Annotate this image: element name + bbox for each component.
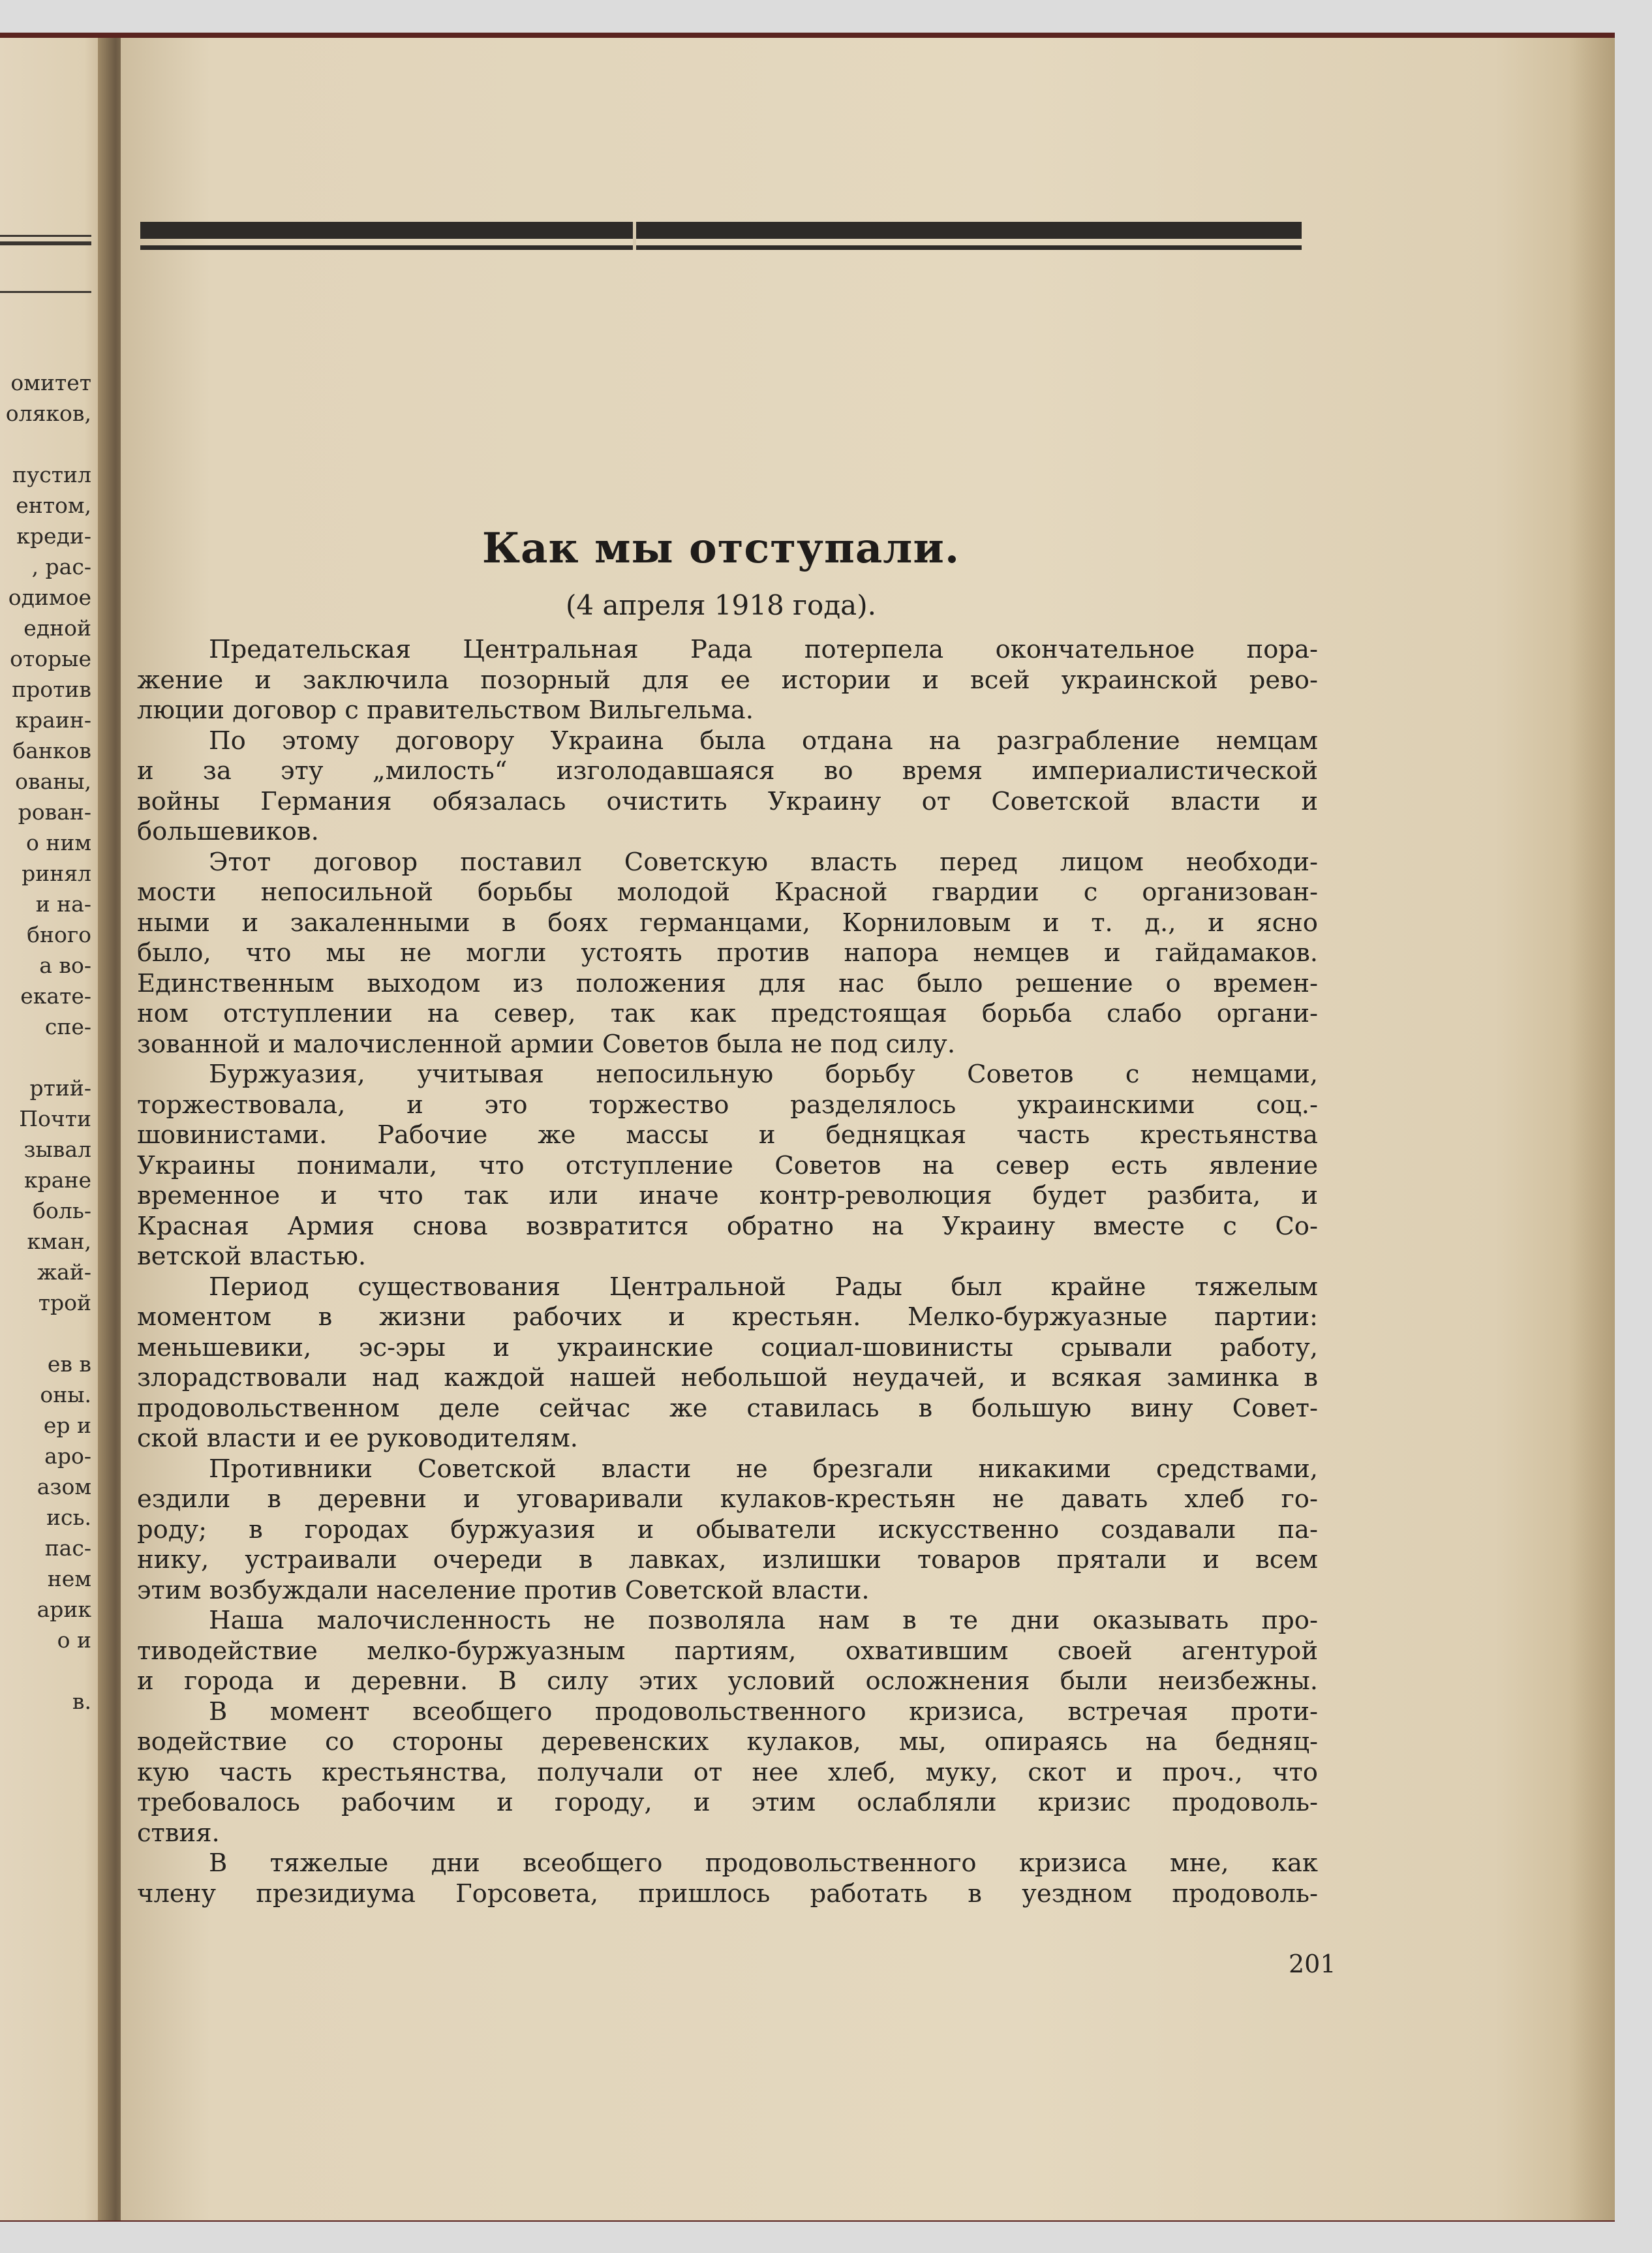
header-rule (140, 222, 1302, 252)
left-page-line: спе- (44, 1014, 91, 1039)
article-date: (4 апреля 1918 года). (566, 589, 876, 621)
text-line: нику, устраивали очереди в лавках, излишки товаров прятали и всем (137, 1545, 1318, 1574)
left-page-line: нем (47, 1566, 91, 1591)
text-line: Единственным выходом из положения для нас было решение о времен- (137, 968, 1318, 998)
text-line: зованной и малочисленной армии Советов была не под силу. (137, 1029, 956, 1059)
left-page-line: против (12, 677, 91, 702)
left-page-line: о ним (25, 830, 91, 855)
left-page-line: кман, (27, 1229, 91, 1254)
text-line: ветской властью. (137, 1242, 367, 1271)
left-page-line: ев в (47, 1351, 91, 1377)
left-header-rule-thick (0, 241, 91, 245)
text-line: Период существования Центральной Рады был крайне тяжелым (209, 1272, 1318, 1302)
text-line: злорадствовали над каждой нашей небольшой неудачей, и всякая заминка в (137, 1363, 1318, 1392)
left-page-line (0, 1042, 91, 1073)
text-line: В момент всеобщего продовольственного кризиса, встречая проти- (209, 1696, 1318, 1726)
header-rule-break (633, 222, 636, 250)
text-line: и города и деревни. В силу этих условий осложнения были неизбежны. (137, 1666, 1318, 1696)
left-page-line: рован- (18, 799, 91, 825)
left-page-line (0, 1655, 91, 1686)
text-line: ствия. (137, 1818, 220, 1848)
left-page-line: ер и (43, 1413, 91, 1438)
left-page-line: ентом, (16, 493, 91, 518)
text-line: мости непосильной борьбы молодой Красной гвардии с организован- (137, 878, 1318, 907)
left-page-line: трой (38, 1290, 91, 1315)
left-page-line: бного (27, 922, 91, 947)
left-page-line: , рас- (31, 554, 91, 579)
text-line: ской власти и ее руководителям. (137, 1424, 579, 1453)
text-line: водействие со стороны деревенских кулаков, мы, опираясь на бедняц- (137, 1727, 1318, 1756)
text-line: Красная Армия снова возвратится обратно на Украину вместе с Со- (137, 1211, 1318, 1241)
left-page-line: и на- (35, 891, 91, 917)
left-page-line (0, 429, 91, 459)
left-page-line: оны. (40, 1382, 91, 1407)
text-line: В тяжелые дни всеобщего продовольственного кризиса мне, как (209, 1848, 1318, 1878)
text-line: тиводействие мелко-буржуазным партиям, охватившим своей агентурой (137, 1636, 1318, 1666)
left-page-line: боль- (33, 1198, 91, 1223)
text-line: этим возбуждали население против Советской власти. (137, 1575, 870, 1605)
left-page-line: кране (24, 1167, 91, 1193)
left-page-line: аро- (44, 1443, 91, 1469)
text-line: Украины понимали, что отступление Советов на север есть явление (137, 1150, 1318, 1180)
text-line: роду; в городах буржуазия и обыватели искусственно создавали па- (137, 1514, 1318, 1544)
text-line: кую часть крестьянства, получали от нее хлеб, муку, скот и проч., что (137, 1757, 1318, 1787)
left-page-text (0, 367, 91, 1717)
left-page-line: в. (72, 1689, 91, 1714)
left-page-line: едной (23, 615, 91, 641)
left-page-line: пустил (12, 462, 91, 487)
text-line: жение и заключила позорный для ее истории и всей украинской рево- (137, 665, 1318, 695)
text-line: моментом в жизни рабочих и крестьян. Мелко-буржуазные партии: (137, 1302, 1318, 1332)
text-line: Противники Советской власти не брезгали никакими средствами, (209, 1454, 1318, 1484)
left-page-line: а во- (39, 953, 91, 978)
left-page-line: арик (37, 1597, 91, 1622)
right-page (121, 38, 1615, 2220)
left-page-line: креди- (16, 523, 91, 549)
left-page-line: азом (37, 1474, 91, 1499)
left-page-line: ртий- (29, 1075, 91, 1101)
text-line: большевиков. (137, 817, 319, 846)
text-line: Буржуазия, учитывая непосильную борьбу Советов с немцами, (209, 1060, 1318, 1089)
text-line: члену президиума Горсовета, пришлось работать в уездном продоволь- (137, 1878, 1318, 1908)
header-rule-bar (140, 222, 1302, 239)
text-line: ездили в деревни и уговаривали кулаков-крестьян не давать хлеб го- (137, 1484, 1318, 1514)
left-page-line: Почти (19, 1106, 91, 1131)
text-line: продовольственном деле сейчас же ставилась в большую вину Совет- (137, 1393, 1318, 1423)
left-page-line: ись. (46, 1505, 91, 1530)
left-page-line: ринял (22, 861, 91, 886)
text-line: меньшевики, эс-эры и украинские социал-шовинисты срывали работу, (137, 1332, 1318, 1362)
text-line: шовинистами. Рабочие же массы и бедняцкая часть крестьянства (137, 1120, 1318, 1150)
left-page-line: пас- (44, 1535, 91, 1561)
left-page-line: краин- (15, 707, 91, 733)
text-line: было, что мы не могли устоять против напора немцев и гайдамаков. (137, 938, 1318, 968)
text-line: ными и закаленными в боях германцами, Корниловым и т. д., и ясно (137, 908, 1318, 938)
page-number: 201 (1289, 1950, 1336, 1978)
text-line: Наша малочисленность не позволяла нам в те дни оказывать про- (209, 1606, 1318, 1635)
text-line: требовалось рабочим и городу, и этим ослабляли кризис продоволь- (137, 1788, 1318, 1817)
left-header-rule (0, 235, 91, 237)
left-page-line: оляков, (5, 401, 91, 426)
text-line: люции договор с правительством Вильгельма. (137, 696, 754, 725)
left-page-line: оторые (10, 646, 91, 671)
left-page-line (0, 1318, 91, 1349)
article-body (137, 635, 1318, 1909)
left-page-line: жай- (37, 1259, 91, 1285)
left-divider-rule (0, 291, 91, 293)
article-title: Как мы отступали. (482, 524, 960, 573)
left-page-line: ованы, (15, 769, 91, 794)
text-line: Предательская Центральная Рада потерпела окончательное пора- (209, 635, 1318, 664)
text-line: По этому договору Украина была отдана на разграбление немцам (209, 726, 1318, 756)
text-line: ном отступлении на север, так как предстоящая борьба слабо органи- (137, 999, 1318, 1028)
text-line: Этот договор поставил Советскую власть перед лицом необходи- (209, 847, 1318, 877)
left-page-line: екате- (20, 983, 91, 1009)
text-line: войны Германия обязалась очистить Украину от Советской власти и (137, 786, 1318, 816)
text-line: торжествовала, и это торжество разделялось украинскими соц.- (137, 1090, 1318, 1120)
page-edge-shadow (1569, 38, 1615, 2220)
left-page-line: омитет (10, 370, 91, 395)
left-page-line: зывал (23, 1137, 91, 1162)
text-line: временное и что так или иначе контр-революция будет разбита, и (137, 1181, 1318, 1210)
left-page-line: банков (12, 738, 91, 763)
left-page-line: о и (57, 1627, 91, 1653)
text-line: и за эту „милость“ изголодавшаяся во время империалистической (137, 756, 1318, 786)
left-page-line: одимое (8, 585, 91, 610)
header-rule-thin (140, 245, 1302, 250)
